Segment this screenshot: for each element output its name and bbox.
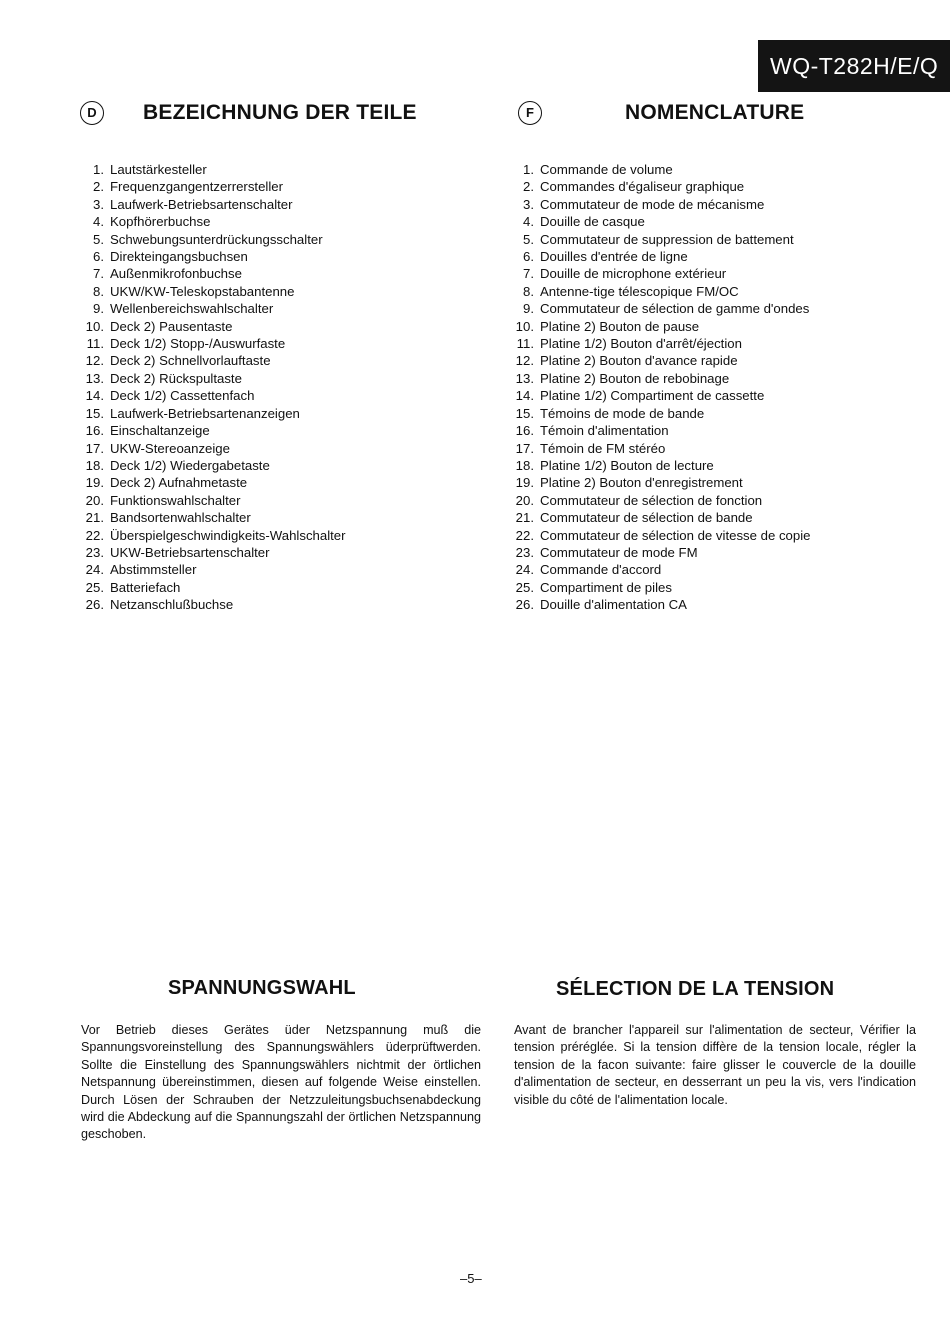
list-item: [506, 579, 811, 596]
list-item: [76, 231, 346, 248]
item-number: 20.: [515, 492, 534, 508]
item-label: UKW/KW-Teleskopstabantenne: [110, 283, 295, 299]
item-label: Commutateur de sélection de fonction: [540, 492, 763, 508]
list-item: [76, 335, 346, 352]
item-number: 15.: [85, 405, 104, 421]
german-section-title: BEZEICHNUNG DER TEILE: [143, 101, 417, 124]
item-label: Commandes d'égaliseur graphique: [540, 179, 745, 195]
item-number: 24.: [85, 562, 104, 578]
item-label: Commutateur de sélection de vitesse de copie: [540, 527, 811, 543]
list-item: [76, 370, 346, 387]
list-item: [76, 213, 346, 230]
list-item: [506, 265, 811, 282]
list-item: [76, 579, 346, 596]
item-label: Funktionswahlschalter: [110, 492, 241, 508]
list-item: [506, 492, 811, 509]
item-number: 19.: [515, 475, 534, 491]
item-number: 20.: [85, 492, 104, 508]
item-number: 12.: [85, 353, 104, 369]
item-number: 8.: [93, 283, 104, 299]
list-item: [76, 544, 346, 561]
item-number: 4.: [523, 214, 534, 230]
list-item: [76, 596, 346, 613]
list-item: [76, 509, 346, 526]
french-section-title: NOMENCLATURE: [625, 101, 805, 124]
item-number: 2.: [523, 179, 534, 195]
list-item: [506, 318, 811, 335]
list-item: [506, 300, 811, 317]
list-item: [76, 248, 346, 265]
item-label: Wellenbereichswahlschalter: [110, 301, 274, 317]
item-number: 4.: [93, 214, 104, 230]
item-label: UKW-Stereoanzeige: [110, 440, 230, 456]
item-label: Commande de volume: [540, 162, 673, 177]
item-label: Commutateur de sélection de gamme d'ondes: [540, 301, 810, 317]
french-parts-list: [506, 161, 811, 614]
item-number: 18.: [85, 457, 104, 473]
item-number: 18.: [515, 457, 534, 473]
item-number: 15.: [515, 405, 534, 421]
item-number: 14.: [85, 388, 104, 404]
list-item: [506, 161, 811, 178]
list-item: [506, 283, 811, 300]
list-item: [506, 457, 811, 474]
item-number: 7.: [523, 266, 534, 282]
list-item: [506, 196, 811, 213]
model-number-banner: WQ-T282H/E/Q: [758, 40, 950, 92]
list-item: [506, 178, 811, 195]
item-label: Commutateur de suppression de battement: [540, 231, 794, 247]
item-number: 6.: [93, 249, 104, 265]
item-number: 26.: [515, 597, 534, 613]
item-number: 13.: [515, 370, 534, 386]
item-number: 11.: [516, 336, 534, 352]
list-item: [76, 527, 346, 544]
list-item: [76, 161, 346, 178]
list-item: [506, 231, 811, 248]
list-item: [76, 300, 346, 317]
list-item: [76, 457, 346, 474]
item-label: Douilles d'entrée de ligne: [540, 249, 688, 265]
item-label: Deck 2) Schnellvorlauftaste: [110, 353, 271, 369]
item-label: Compartiment de piles: [540, 579, 672, 595]
list-item: [76, 440, 346, 457]
item-number: 16.: [85, 423, 104, 439]
item-number: 22.: [515, 527, 534, 543]
list-item: [76, 283, 346, 300]
item-label: Deck 2) Rückspultaste: [110, 370, 242, 386]
list-item: [506, 213, 811, 230]
item-label: UKW-Betriebsartenschalter: [110, 544, 270, 560]
item-label: Deck 2) Pausentaste: [110, 318, 233, 334]
item-number: 10.: [85, 318, 104, 334]
list-item: [76, 561, 346, 578]
item-label: Laufwerk-Betriebsartenanzeigen: [110, 405, 300, 421]
item-number: 25.: [515, 579, 534, 595]
list-item: [76, 387, 346, 404]
list-item: [76, 352, 346, 369]
language-badge-german: D: [80, 101, 104, 125]
item-label: Deck 1/2) Cassettenfach: [110, 388, 255, 404]
item-label: Kopfhörerbuchse: [110, 214, 211, 230]
item-label: Überspielgeschwindigkeits-Wahlschalter: [110, 527, 346, 543]
item-label: Lautstärkesteller: [110, 162, 207, 177]
item-label: Témoins de mode de bande: [540, 405, 705, 421]
item-number: 23.: [515, 544, 534, 560]
item-label: Platine 2) Bouton d'enregistrement: [540, 475, 743, 491]
item-number: 8.: [523, 283, 534, 299]
list-item: [506, 387, 811, 404]
item-label: Deck 2) Aufnahmetaste: [110, 475, 248, 491]
list-item: [76, 318, 346, 335]
list-item: [506, 352, 811, 369]
german-voltage-paragraph: Vor Betrieb dieses Gerätes üder Netzspannung muß die Spannungsvoreinstellung des Spannungswählers üderprüftwerden. Sollte die Einstellung des Spannungswählers nichtmit der örtlichen Netspannung übereinstimmen, diesen auf folgende Weise einstellen. Durch Lösen der Schrauben der Netzzuleitungsbuchsenabdeckung wird die Abdeckung auf die Spannungszahl der örtlichen Netzspannung geschoben.: [81, 1023, 481, 1142]
item-label: Platine 1/2) Compartiment de cassette: [540, 388, 765, 404]
item-number: 24.: [515, 562, 534, 578]
list-item: [506, 596, 811, 613]
list-item: [506, 335, 811, 352]
list-item: [76, 405, 346, 422]
item-number: 11.: [86, 336, 104, 352]
item-label: Commutateur de mode FM: [540, 544, 698, 560]
list-item: [506, 544, 811, 561]
list-item: [506, 248, 811, 265]
page-number: –5–: [460, 1271, 482, 1286]
item-label: Außenmikrofonbuchse: [110, 266, 242, 282]
item-number: 3.: [523, 196, 534, 212]
list-item: [76, 265, 346, 282]
item-label: Témoin de FM stéréo: [540, 440, 666, 456]
list-item: [506, 474, 811, 491]
item-number: 23.: [85, 544, 104, 560]
list-item: [76, 492, 346, 509]
language-badge-french: F: [518, 101, 542, 125]
item-label: Douille de microphone extérieur: [540, 266, 727, 282]
item-label: Platine 2) Bouton d'avance rapide: [540, 353, 738, 369]
item-number: 21.: [515, 510, 534, 526]
item-label: Témoin d'alimentation: [540, 423, 669, 439]
item-number: 21.: [85, 510, 104, 526]
item-number: 2.: [93, 179, 104, 195]
item-number: 17.: [515, 440, 534, 456]
list-item: [506, 509, 811, 526]
item-number: 1.: [523, 162, 534, 177]
item-label: Netzanschlußbuchse: [110, 597, 234, 613]
item-label: Deck 1/2) Stopp-/Auswurfaste: [110, 336, 286, 352]
item-number: 9.: [523, 301, 534, 317]
item-number: 9.: [93, 301, 104, 317]
item-label: Antenne-tige télescopique FM/OC: [540, 283, 739, 299]
item-label: Abstimmsteller: [110, 562, 197, 578]
german-voltage-title: SPANNUNGSWAHL: [168, 977, 356, 999]
item-number: 5.: [93, 231, 104, 247]
list-item: [506, 440, 811, 457]
item-number: 17.: [85, 440, 104, 456]
item-label: Platine 1/2) Bouton d'arrêt/éjection: [540, 336, 742, 352]
item-label: Commutateur de sélection de bande: [540, 510, 753, 526]
item-label: Laufwerk-Betriebsartenschalter: [110, 196, 293, 212]
item-label: Direkteingangsbuchsen: [110, 249, 248, 265]
item-number: 19.: [85, 475, 104, 491]
list-item: [506, 405, 811, 422]
item-number: 16.: [515, 423, 534, 439]
item-number: 26.: [85, 597, 104, 613]
item-number: 5.: [523, 231, 534, 247]
item-number: 1.: [93, 162, 104, 177]
item-number: 22.: [85, 527, 104, 543]
item-label: Platine 2) Bouton de pause: [540, 318, 700, 334]
item-number: 13.: [85, 370, 104, 386]
item-number: 3.: [93, 196, 104, 212]
list-item: [76, 196, 346, 213]
item-label: Deck 1/2) Wiedergabetaste: [110, 457, 270, 473]
french-voltage-title: SÉLECTION DE LA TENSION: [556, 978, 835, 1000]
german-parts-list: [76, 161, 346, 614]
list-item: [506, 561, 811, 578]
item-number: 6.: [523, 249, 534, 265]
list-item: [506, 370, 811, 387]
item-label: Douille d'alimentation CA: [540, 597, 687, 613]
item-number: 7.: [93, 266, 104, 282]
item-label: Batteriefach: [110, 579, 181, 595]
list-item: [76, 474, 346, 491]
list-item: [76, 178, 346, 195]
item-label: Schwebungsunterdrückungsschalter: [110, 231, 323, 247]
item-label: Platine 2) Bouton de rebobinage: [540, 370, 730, 386]
item-number: 25.: [85, 579, 104, 595]
item-label: Frequenzgangentzerrersteller: [110, 179, 283, 195]
french-voltage-paragraph: Avant de brancher l'appareil sur l'alimentation de secteur, Vérifier la tension préréglée. Si la tension diffère de la tension locale, régler la tension de la facon suivante: faire glisser le couvercle de la douille d'alimentation de secteur, en desserrant un peu la vis, vers l'indication visible du côté de l'alimentation locale.: [514, 1023, 916, 1107]
item-label: Bandsortenwahlschalter: [110, 510, 251, 526]
item-label: Platine 1/2) Bouton de lecture: [540, 457, 714, 473]
list-item: [506, 422, 811, 439]
item-label: Commande d'accord: [540, 562, 662, 578]
item-label: Douille de casque: [540, 214, 645, 230]
item-label: Einschaltanzeige: [110, 423, 210, 439]
item-number: 10.: [515, 318, 534, 334]
item-number: 14.: [515, 388, 534, 404]
list-item: [76, 422, 346, 439]
item-number: 12.: [515, 353, 534, 369]
item-label: Commutateur de mode de mécanisme: [540, 196, 765, 212]
list-item: [506, 527, 811, 544]
